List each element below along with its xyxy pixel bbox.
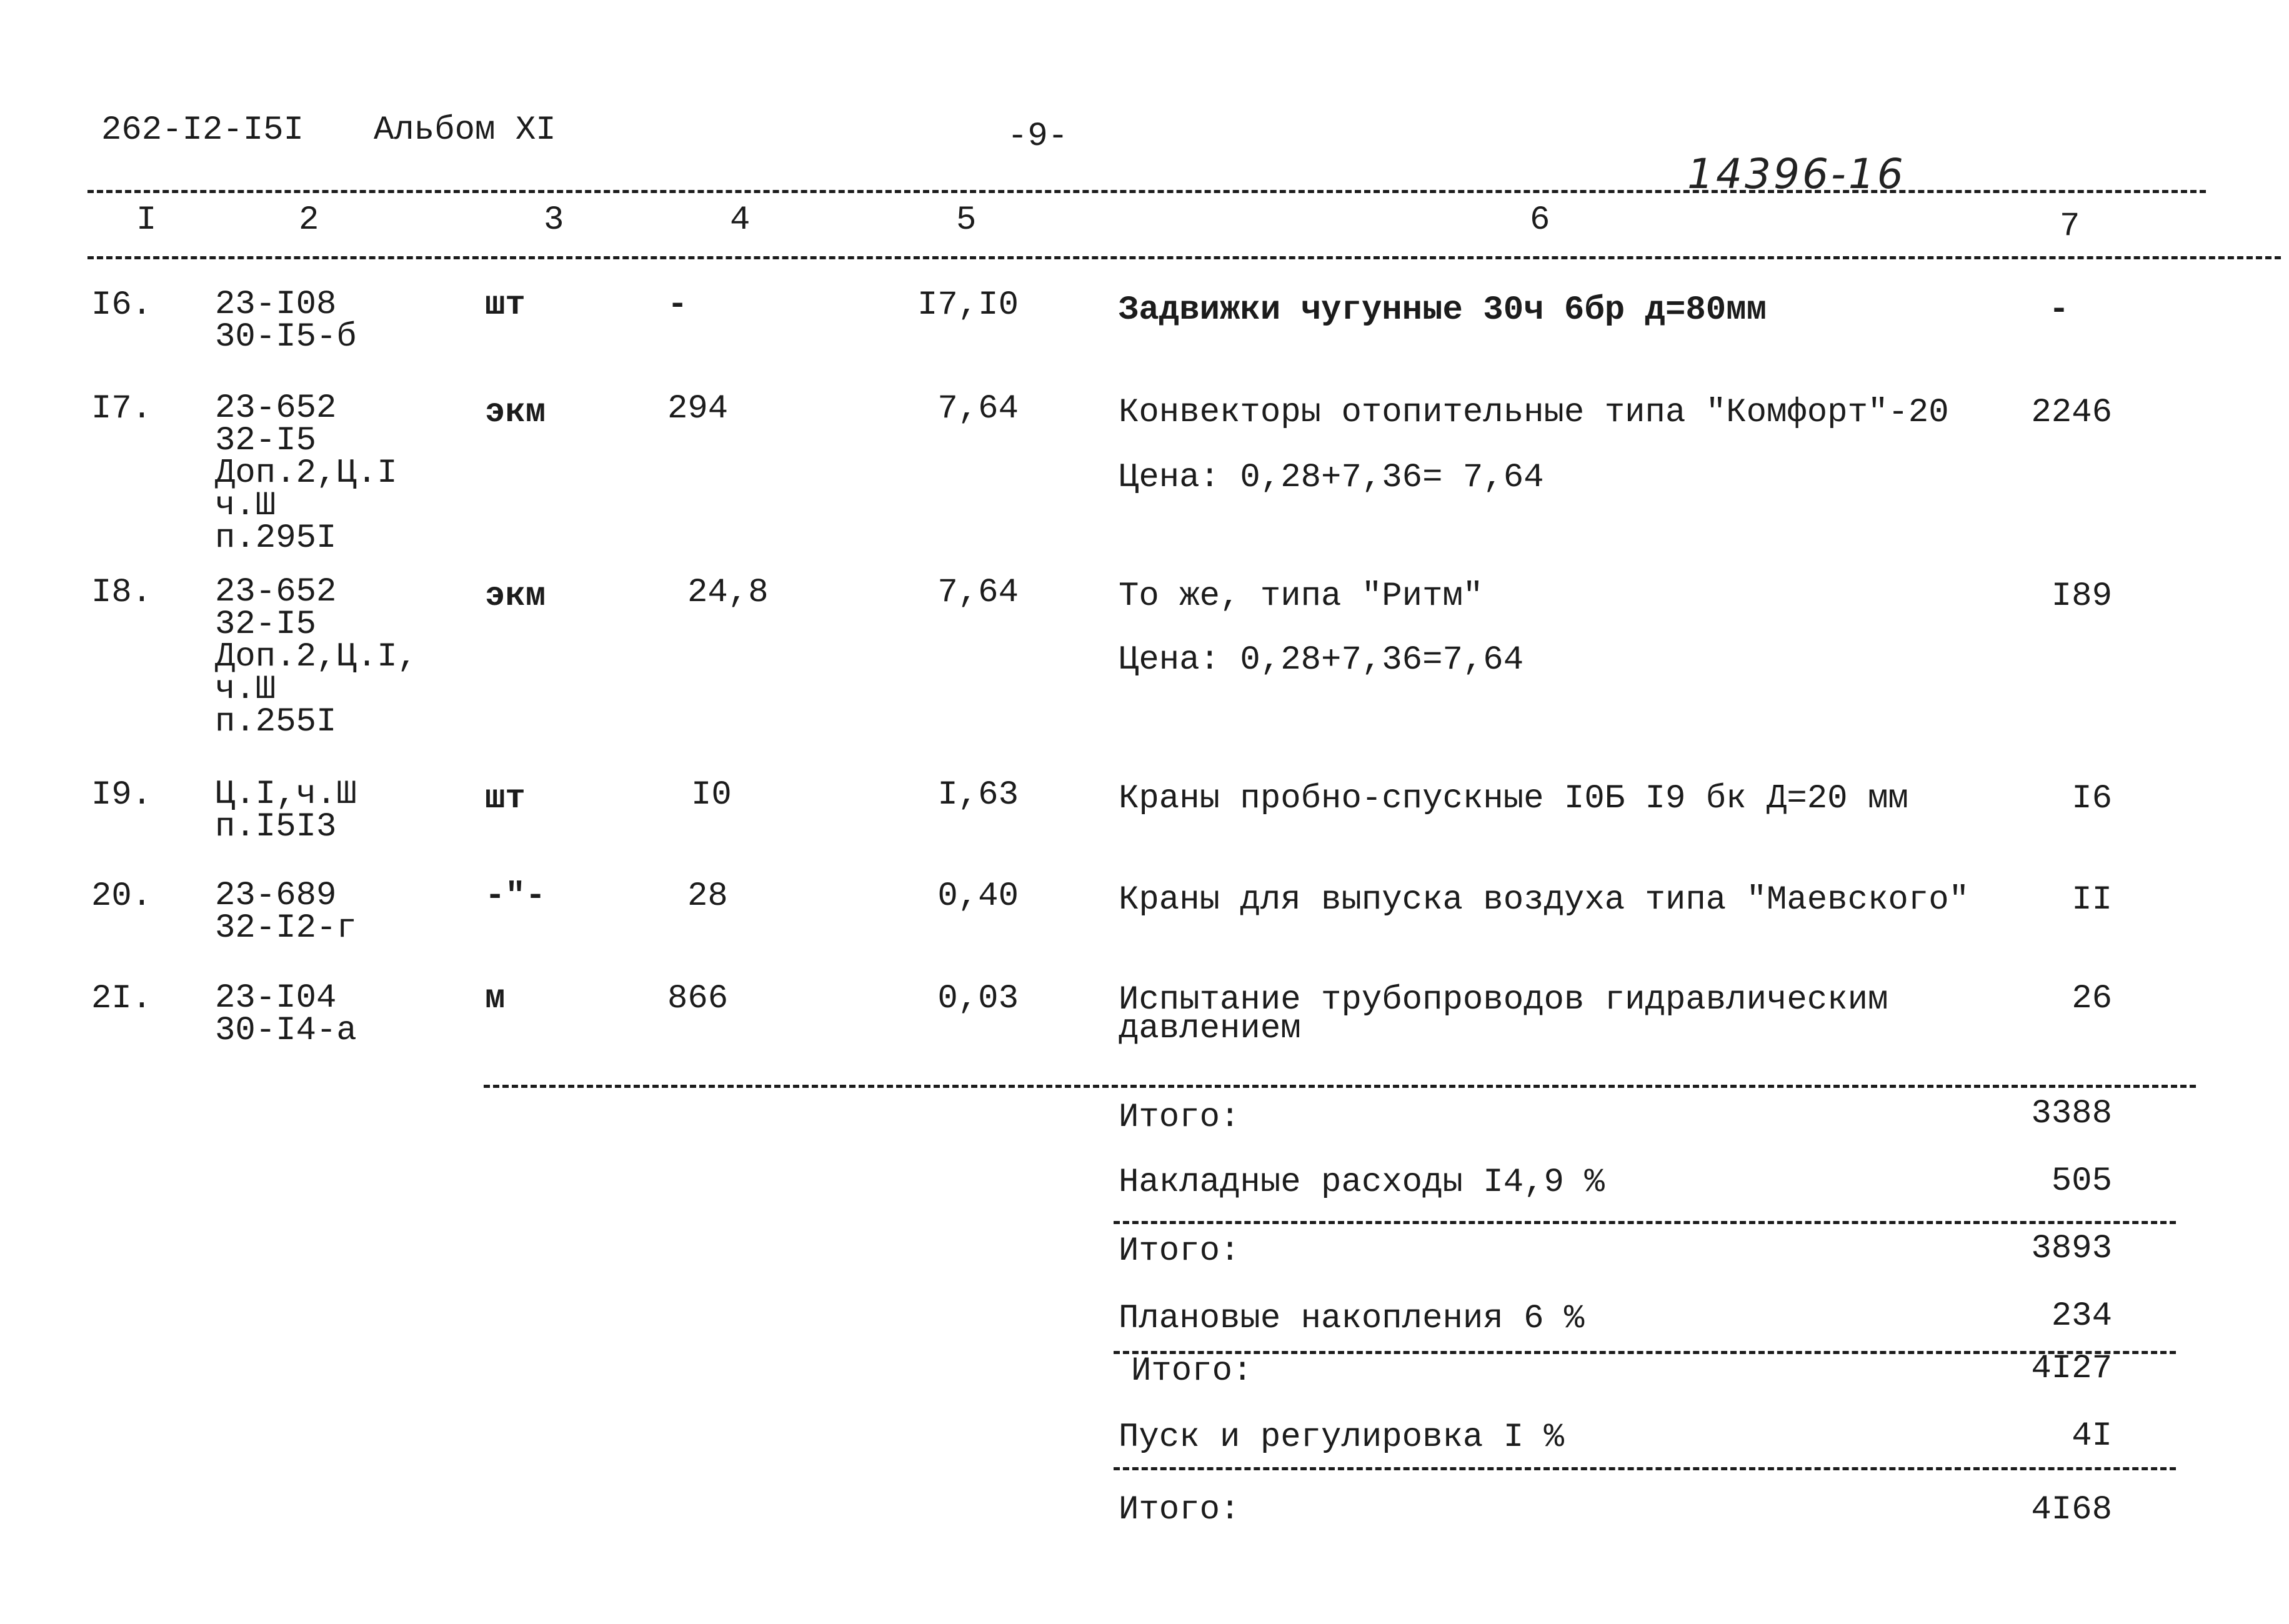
summary-label: Итого: — [1119, 1491, 1240, 1529]
totals-rule — [484, 1085, 2196, 1088]
col-header-5: 5 — [956, 201, 977, 239]
row-total: I6 — [2072, 780, 2112, 818]
summary-value: 3893 — [2031, 1230, 2112, 1268]
row-price: 0,03 — [937, 980, 1019, 1018]
row-price-note: Цена: 0,28+7,36=7,64 — [1119, 641, 1524, 679]
summary-label: Итого: — [1119, 1098, 1240, 1137]
row-price: 7,64 — [937, 574, 1019, 612]
row-number: 20. — [91, 877, 152, 915]
page-number: -9- — [1007, 117, 1069, 156]
row-total: II — [2072, 881, 2112, 919]
row-unit: шт — [485, 780, 526, 818]
row-quantity: 866 — [667, 980, 729, 1018]
summary-label: Пуск и регулировка I % — [1119, 1418, 1564, 1457]
row-code: 23-652 32-I5 Доп.2,Ц.I ч.Ш п.295I — [215, 389, 397, 557]
row-total: I89 — [2051, 577, 2112, 615]
document-code: 262-I2-I5I — [101, 111, 304, 149]
row-price: 7,64 — [937, 390, 1019, 428]
summary-value: 3388 — [2031, 1095, 2112, 1133]
row-code: Ц.I,ч.Ш п.I5I3 — [215, 775, 357, 846]
row-price: 0,40 — [937, 877, 1019, 915]
row-description: То же, типа "Ритм" — [1119, 577, 1484, 615]
summary-value: 234 — [2051, 1297, 2112, 1335]
summary-value: 4I68 — [2031, 1491, 2112, 1529]
row-total: 2246 — [2031, 394, 2112, 432]
summary-label: Итого: — [1131, 1352, 1253, 1390]
col-header-6: 6 — [1530, 201, 1550, 239]
row-description: Краны для выпуска воздуха типа "Маевского" — [1119, 881, 1970, 919]
row-price: I,63 — [937, 776, 1019, 814]
row-code: 23-I04 30-I4-а — [215, 979, 357, 1050]
row-unit: м — [485, 980, 506, 1018]
row-unit: шт — [485, 286, 526, 324]
col-header-1: I — [136, 201, 157, 239]
summary-label: Плановые накопления 6 % — [1119, 1300, 1585, 1338]
summary-label: Накладные расходы I4,9 % — [1119, 1163, 1605, 1202]
row-quantity: 294 — [667, 390, 729, 428]
album-label: Альбом XI — [374, 111, 556, 149]
row-price: I7,I0 — [917, 286, 1019, 324]
col-header-7: 7 — [2060, 207, 2080, 246]
header-bottom-rule — [87, 256, 2281, 259]
row-number: 2I. — [91, 980, 152, 1018]
row-number: I9. — [91, 776, 152, 814]
row-code: 23-I08 30-I5-б — [215, 286, 357, 356]
col-header-4: 4 — [730, 201, 751, 239]
summary-value: 4I27 — [2031, 1350, 2112, 1388]
row-unit: -"- — [485, 877, 546, 915]
handwritten-number: 14396-16 — [1687, 150, 1906, 198]
row-unit: экм — [485, 394, 546, 432]
summary-rule — [1114, 1467, 2176, 1470]
row-code: 23-652 32-I5 Доп.2,Ц.I, ч.Ш п.255I — [215, 573, 418, 741]
row-description: Испытание трубопроводов гидравлическим давлением — [1119, 981, 1888, 1048]
row-quantity: 24,8 — [687, 574, 769, 612]
row-quantity: I0 — [691, 776, 732, 814]
row-total: 26 — [2072, 980, 2112, 1018]
row-number: I8. — [91, 574, 152, 612]
row-number: I6. — [91, 286, 152, 324]
row-price-note: Цена: 0,28+7,36= 7,64 — [1119, 459, 1544, 497]
col-header-2: 2 — [299, 201, 319, 239]
row-description: Конвекторы отопительные типа "Комфорт"-20 — [1119, 394, 1949, 432]
col-header-3: 3 — [544, 201, 564, 239]
row-code: 23-689 32-I2-г — [215, 877, 357, 947]
row-quantity: - — [667, 286, 688, 324]
row-description: Краны пробно-спускные I0Б I9 бк Д=20 мм — [1119, 780, 1908, 818]
summary-label: Итого: — [1119, 1232, 1240, 1270]
header-top-rule — [87, 190, 2206, 193]
row-unit: экм — [485, 577, 546, 615]
row-total: - — [2048, 291, 2070, 329]
row-quantity: 28 — [687, 877, 728, 915]
summary-rule — [1114, 1221, 2176, 1224]
row-number: I7. — [91, 390, 152, 428]
summary-value: 4I — [2072, 1417, 2112, 1455]
summary-value: 505 — [2051, 1162, 2112, 1200]
row-description: Задвижки чугунные 30ч 6бр д=80мм — [1119, 291, 1767, 329]
